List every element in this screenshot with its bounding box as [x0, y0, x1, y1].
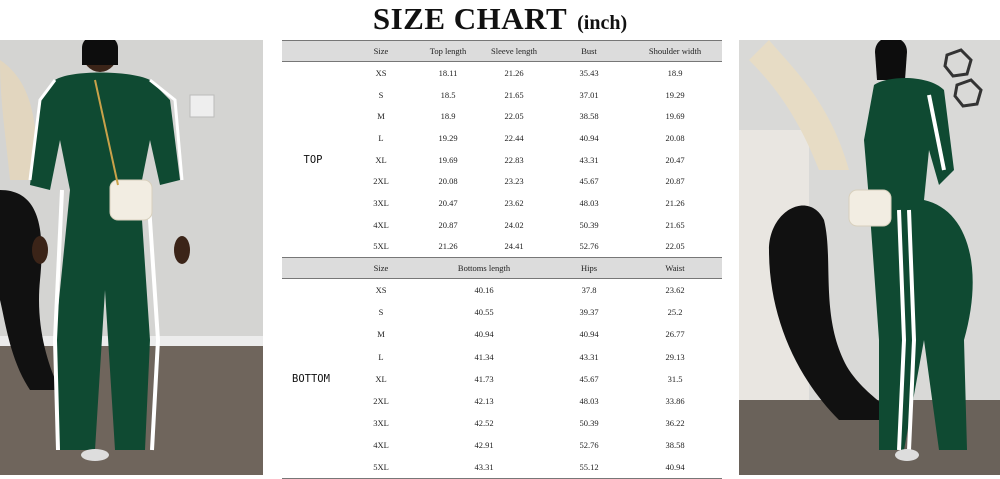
value-cell: 52.76: [579, 241, 599, 252]
value-cell: 19.29: [665, 89, 685, 100]
section-label-top: TOP: [303, 153, 323, 166]
value-cell: 41.73: [474, 373, 494, 384]
value-cell: 20.87: [665, 176, 685, 187]
bottom-size-table: [282, 257, 722, 479]
value-cell: 29.13: [665, 351, 685, 362]
value-cell: 41.34: [474, 351, 494, 362]
table-row: [282, 127, 722, 149]
value-cell: 26.77: [665, 329, 685, 340]
value-cell: 20.08: [665, 132, 685, 143]
value-cell: 20.08: [438, 176, 458, 187]
value-cell: 33.86: [665, 395, 685, 406]
bottom-header-cell: Size: [344, 258, 418, 279]
size-cell: S: [378, 307, 384, 318]
value-cell: 20.87: [438, 219, 458, 230]
value-cell: 25.2: [667, 307, 683, 318]
value-cell: 24.41: [504, 241, 524, 252]
value-cell: 40.16: [474, 285, 494, 296]
size-cell: XS: [375, 67, 387, 78]
value-cell: 35.43: [579, 67, 599, 78]
size-cell: XL: [375, 373, 387, 384]
product-photo-side: [739, 40, 1000, 475]
value-cell: 21.65: [665, 219, 685, 230]
table-row: [282, 62, 722, 84]
value-cell: 19.69: [665, 111, 685, 122]
value-cell: 40.94: [579, 329, 599, 340]
table-row: [282, 368, 722, 390]
value-cell: 43.31: [579, 351, 599, 362]
value-cell: 19.29: [438, 132, 458, 143]
value-cell: 22.44: [504, 132, 524, 143]
value-cell: 38.58: [665, 439, 685, 450]
top-header-cell: Sleeve length: [478, 41, 550, 62]
size-chart-title: [0, 0, 1000, 38]
value-cell: 23.62: [665, 285, 685, 296]
size-cell: 3XL: [373, 197, 389, 208]
size-cell: S: [378, 89, 384, 100]
value-cell: 43.31: [579, 154, 599, 165]
size-cell: 2XL: [373, 395, 389, 406]
value-cell: 43.31: [474, 461, 494, 472]
value-cell: 37.01: [579, 89, 599, 100]
value-cell: 22.05: [665, 241, 685, 252]
value-cell: 37.8: [581, 285, 597, 296]
value-cell: 48.03: [579, 395, 599, 406]
table-row: [282, 214, 722, 236]
top-header-cell: Shoulder width: [628, 41, 722, 62]
size-cell: 4XL: [373, 219, 389, 230]
product-photo-front: [0, 40, 263, 475]
table-row: [282, 301, 722, 323]
size-chart-table: [282, 40, 722, 475]
value-cell: 18.11: [438, 67, 458, 78]
value-cell: 21.26: [665, 197, 685, 208]
value-cell: 20.47: [438, 197, 458, 208]
table-row: [282, 170, 722, 192]
table-row: [282, 105, 722, 127]
value-cell: 22.83: [504, 154, 524, 165]
bottom-header-cell: Waist: [628, 258, 722, 279]
value-cell: 45.67: [579, 176, 599, 187]
table-row: [282, 84, 722, 106]
size-cell: L: [378, 132, 384, 143]
value-cell: 40.94: [665, 461, 685, 472]
table-row: [282, 345, 722, 367]
value-cell: 23.62: [504, 197, 524, 208]
value-cell: 50.39: [579, 417, 599, 428]
value-cell: 36.22: [665, 417, 685, 428]
size-cell: 3XL: [373, 417, 389, 428]
value-cell: 18.9: [440, 111, 456, 122]
value-cell: 52.76: [579, 439, 599, 450]
value-cell: 21.65: [504, 89, 524, 100]
size-cell: XL: [375, 154, 387, 165]
table-row: [282, 456, 722, 479]
value-cell: 48.03: [579, 197, 599, 208]
top-header-cell: Size: [344, 41, 418, 62]
size-cell: 4XL: [373, 439, 389, 450]
section-label-bottom: BOTTOM: [292, 372, 330, 385]
table-row: [282, 412, 722, 434]
size-cell: 5XL: [373, 461, 389, 472]
value-cell: 19.69: [438, 154, 458, 165]
value-cell: 21.26: [438, 241, 458, 252]
top-header-cell: Bust: [550, 41, 628, 62]
value-cell: 21.26: [504, 67, 524, 78]
value-cell: 42.13: [474, 395, 494, 406]
top-header-cell: Top length: [418, 41, 478, 62]
size-cell: M: [377, 111, 385, 122]
size-cell: 2XL: [373, 176, 389, 187]
value-cell: 24.02: [504, 219, 524, 230]
bottom-header-cell: Hips: [550, 258, 628, 279]
value-cell: 42.52: [474, 417, 494, 428]
value-cell: 40.94: [474, 329, 494, 340]
top-header-row: [282, 41, 722, 62]
value-cell: 55.12: [579, 461, 599, 472]
table-row: [282, 390, 722, 412]
value-cell: 20.47: [665, 154, 685, 165]
value-cell: 23.23: [504, 176, 524, 187]
table-row: [282, 236, 722, 258]
title-unit: (inch): [577, 12, 628, 34]
value-cell: 22.05: [504, 111, 524, 122]
value-cell: 40.55: [474, 307, 494, 318]
bottom-header-row: [282, 258, 722, 279]
value-cell: 39.37: [579, 307, 599, 318]
bottom-header-cell: Bottoms length: [418, 258, 550, 279]
value-cell: 18.5: [440, 89, 456, 100]
size-cell: 5XL: [373, 241, 389, 252]
title-main: SIZE CHART: [372, 1, 568, 36]
value-cell: 50.39: [579, 219, 599, 230]
size-cell: L: [378, 351, 384, 362]
value-cell: 42.91: [474, 439, 494, 450]
size-cell: M: [377, 329, 385, 340]
table-row: [282, 279, 722, 302]
size-cell: XS: [375, 285, 387, 296]
value-cell: 45.67: [579, 373, 599, 384]
value-cell: 38.58: [579, 111, 599, 122]
table-row: [282, 434, 722, 456]
table-row: [282, 192, 722, 214]
table-row: [282, 323, 722, 345]
table-row: [282, 149, 722, 171]
top-size-table: [282, 40, 722, 257]
value-cell: 40.94: [579, 132, 599, 143]
value-cell: 31.5: [667, 373, 683, 384]
value-cell: 18.9: [667, 67, 683, 78]
